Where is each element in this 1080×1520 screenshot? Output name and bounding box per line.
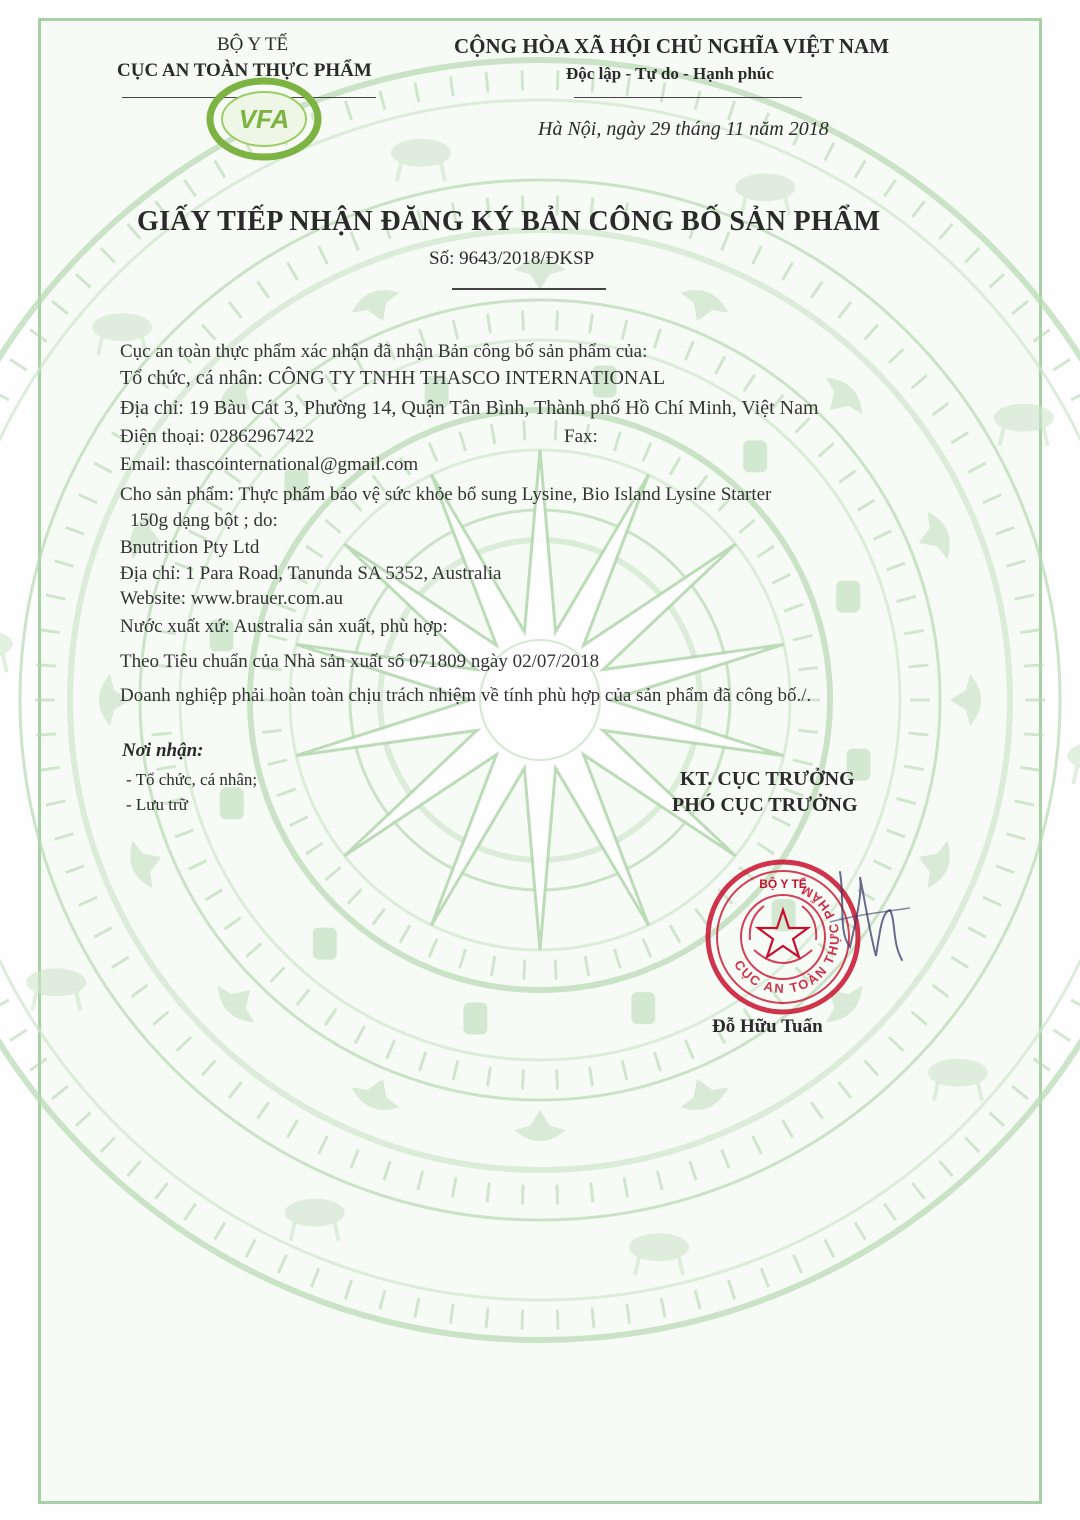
origin: Nước xuất xứ: Australia sản xuất, phù hợp: bbox=[120, 616, 448, 637]
document-title: GIẤY TIẾP NHẬN ĐĂNG KÝ BẢN CÔNG BỐ SẢN PHẨM bbox=[137, 206, 881, 237]
signer-name: Đỗ Hữu Tuấn bbox=[712, 1016, 823, 1037]
signer-title-1: KT. CỤC TRƯỞNG bbox=[680, 768, 855, 790]
recipient-item: - Lưu trữ bbox=[126, 795, 188, 814]
title-underline bbox=[452, 288, 606, 290]
recipient-item: - Tổ chức, cá nhân; bbox=[126, 770, 258, 789]
national-motto: Độc lập - Tự do - Hạnh phúc bbox=[566, 64, 774, 83]
seal-star-icon bbox=[758, 910, 808, 957]
manufacturer-address: Địa chỉ: 1 Para Road, Tanunda SA 5352, Australia bbox=[120, 563, 502, 584]
handwritten-signature bbox=[810, 852, 920, 982]
issue-date: Hà Nội, ngày 29 tháng 11 năm 2018 bbox=[538, 118, 829, 140]
agency-name: CỤC AN TOÀN THỰC PHẨM bbox=[117, 60, 372, 81]
motto-underline bbox=[574, 97, 802, 98]
organization: Tổ chức, cá nhân: CÔNG TY TNHH THASCO INTERNATIONAL bbox=[120, 367, 666, 389]
seal-top-text: BỘ Y TẾ bbox=[759, 877, 807, 891]
manufacturer-website: Website: www.brauer.com.au bbox=[120, 588, 344, 609]
intro-text: Cục an toàn thực phẩm xác nhận đã nhận Bản công bố sản phẩm của: bbox=[120, 341, 648, 362]
standard: Theo Tiêu chuẩn của Nhà sản xuất số 071809 ngày 02/07/2018 bbox=[120, 651, 600, 672]
signer-title-2: PHÓ CỤC TRƯỞNG bbox=[672, 794, 858, 816]
manufacturer: Bnutrition Pty Ltd bbox=[120, 537, 260, 558]
recipients-heading: Nơi nhận: bbox=[122, 740, 204, 761]
document-number: Số: 9643/2018/ĐKSP bbox=[429, 248, 595, 269]
organization-address: Địa chỉ: 19 Bàu Cát 3, Phường 14, Quận Tân Bình, Thành phố Hồ Chí Minh, Việt Nam bbox=[120, 397, 819, 419]
phone: Điện thoại: 02862967422 bbox=[120, 426, 315, 447]
product-line-1: Cho sản phẩm: Thực phẩm bảo vệ sức khỏe bổ sung Lysine, Bio Island Lysine Starter bbox=[120, 484, 772, 505]
logo-text: VFA bbox=[238, 104, 290, 134]
email: Email: thascointernational@gmail.com bbox=[120, 454, 419, 475]
seal-ring-text: CỤC AN TOÀN THỰC PHẨM bbox=[731, 881, 843, 997]
responsibility-statement: Doanh nghiệp phải hoàn toàn chịu trách nhiệm về tính phù hợp của sản phẩm đã công bố./. bbox=[120, 685, 812, 706]
fax: Fax: bbox=[564, 426, 598, 447]
vfa-logo bbox=[204, 74, 324, 164]
product-line-2: 150g dạng bột ; do: bbox=[130, 510, 278, 531]
ministry-name: BỘ Y TẾ bbox=[217, 34, 289, 55]
country-name: CỘNG HÒA XÃ HỘI CHỦ NGHĨA VIỆT NAM bbox=[454, 34, 890, 58]
